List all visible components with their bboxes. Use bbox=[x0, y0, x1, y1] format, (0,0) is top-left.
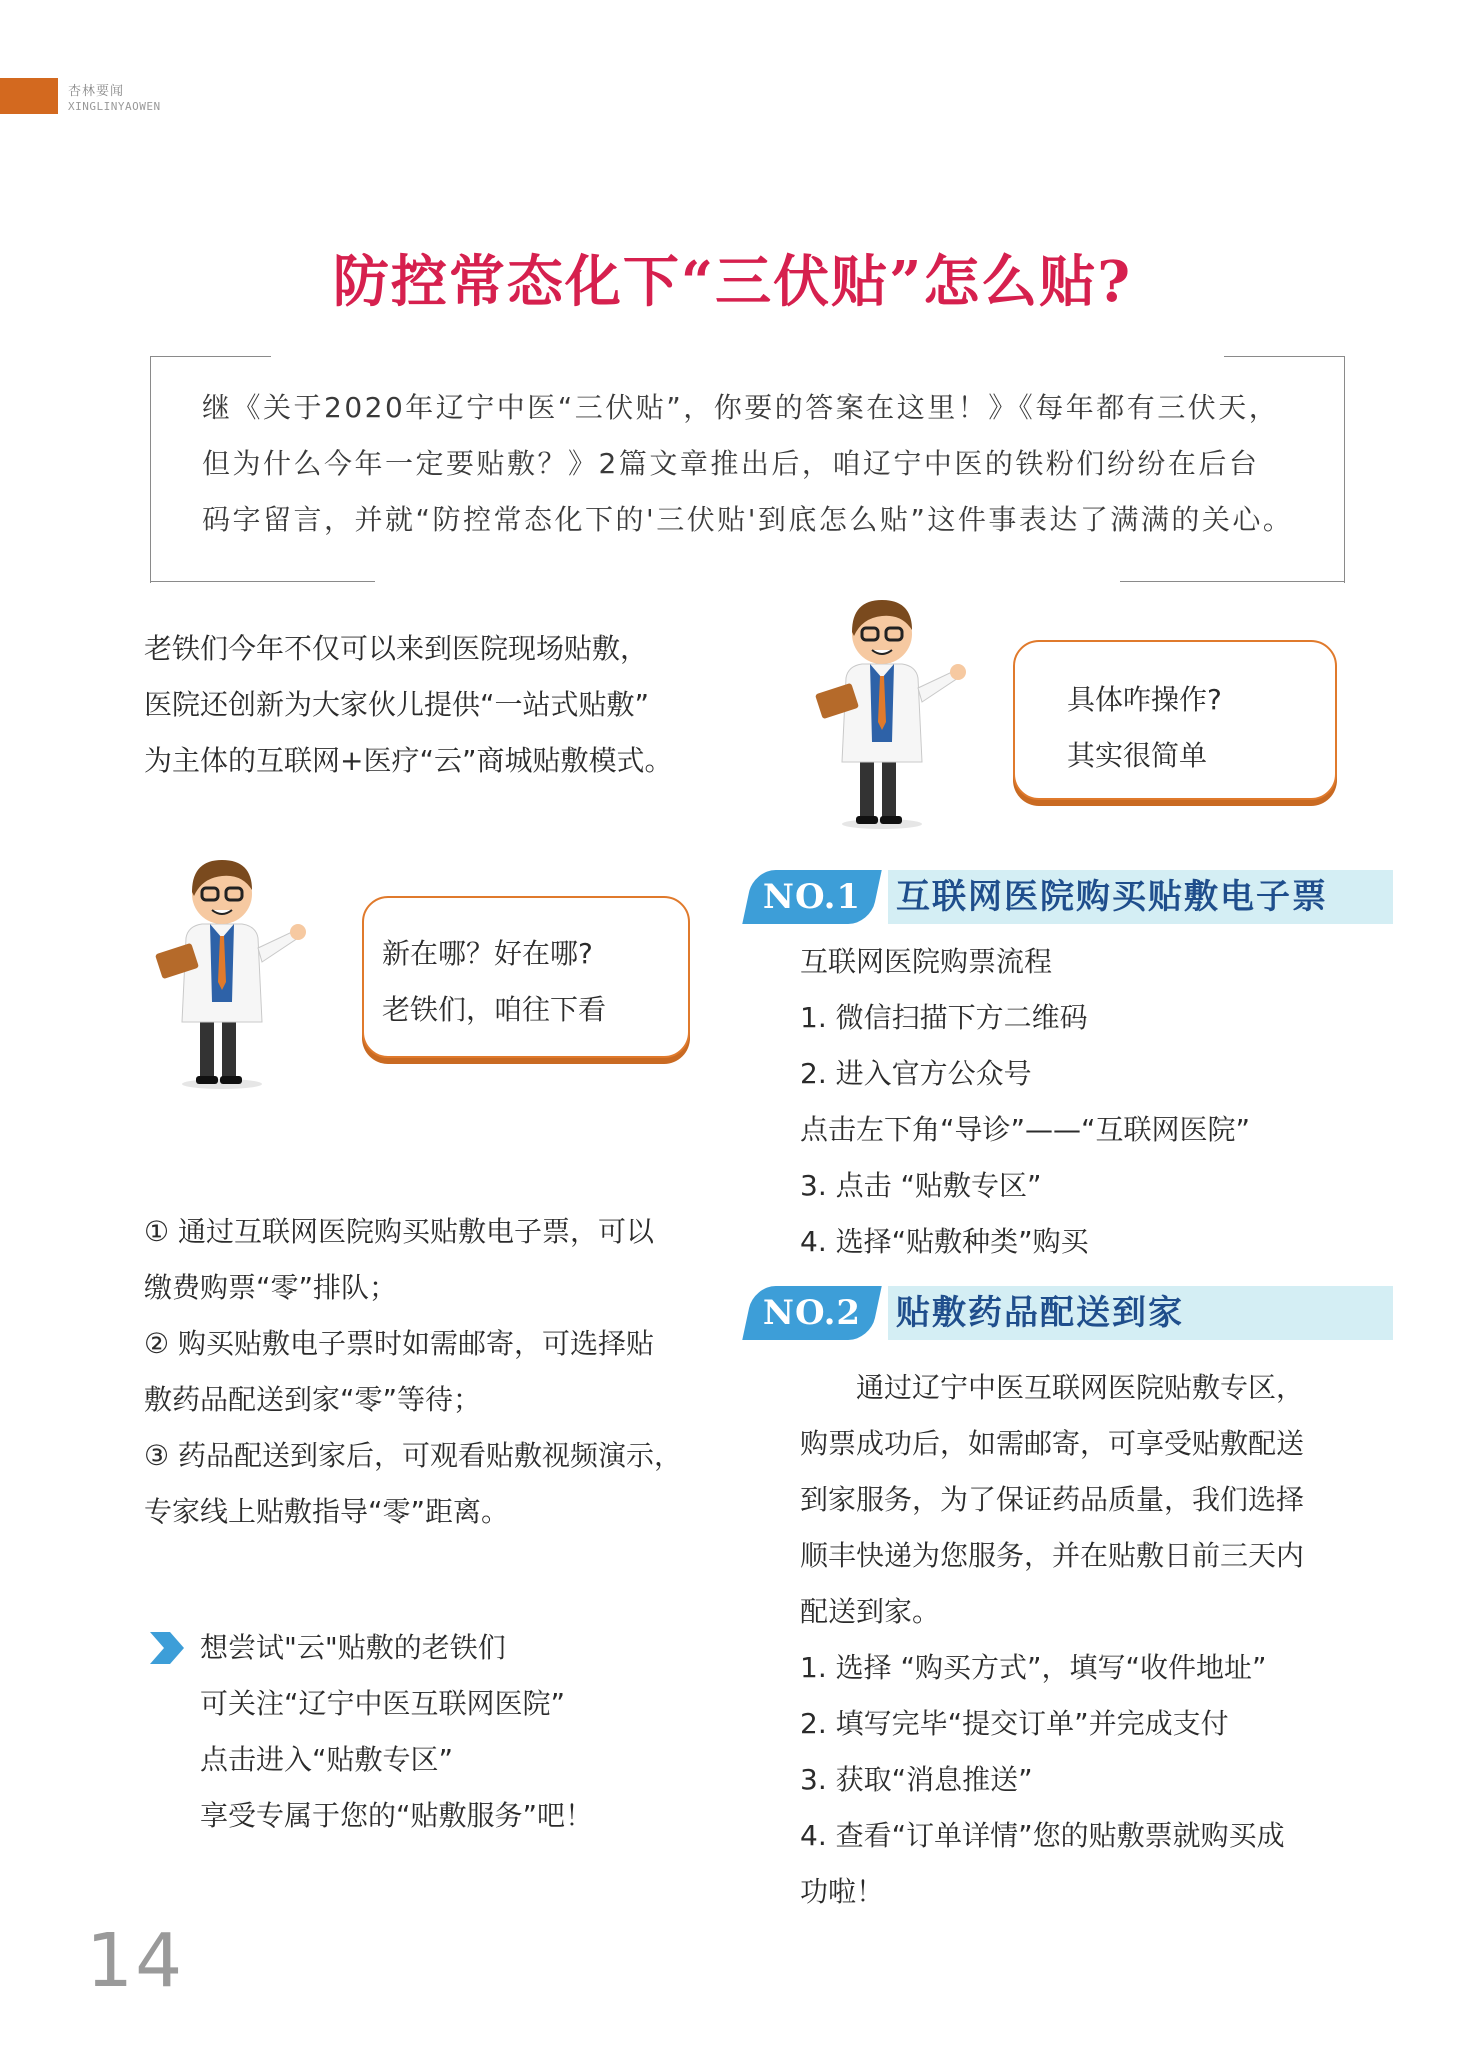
doctor-illustration bbox=[152, 852, 322, 1092]
column-name: 杏林要闻 bbox=[68, 84, 125, 99]
step-line: 1. 选择 “购买方式”，填写“收件地址” bbox=[800, 1651, 1267, 1684]
lead-paragraph bbox=[144, 621, 672, 789]
intro-line: 但为什么今年一定要贴敷？》2篇文章推出后，咱辽宁中医的铁粉们纷纷在后台 bbox=[202, 447, 1260, 480]
benefit-line: ① 通过互联网医院购买贴敷电子票，可以 bbox=[144, 1215, 655, 1248]
benefit-line: 敷药品配送到家“零”等待； bbox=[144, 1383, 482, 1416]
bubble-line: 老铁们，咱往下看 bbox=[382, 993, 607, 1026]
intro-line: 继《关于2020年辽宁中医“三伏贴”，你要的答案在这里！》《每年都有三伏天， bbox=[202, 391, 1280, 424]
step-line: 2. 进入官方公众号 bbox=[800, 1057, 1032, 1090]
section1-steps bbox=[800, 934, 1250, 1270]
intro-text bbox=[202, 380, 1312, 548]
benefit-line: ③ 药品配送到家后，可观看贴敷视频演示， bbox=[144, 1439, 683, 1472]
cloud-tip-line: 可关注“辽宁中医互联网医院” bbox=[200, 1687, 566, 1720]
column-color-bar bbox=[0, 78, 58, 114]
section-header-no1 bbox=[748, 870, 1393, 924]
paragraph-line: 通过辽宁中医互联网医院贴敷专区， bbox=[800, 1371, 1305, 1404]
section-number-badge: NO.2 bbox=[742, 1286, 881, 1340]
cloud-tip-line: 点击进入“贴敷专区” bbox=[200, 1743, 454, 1776]
step-line: 2. 填写完毕“提交订单”并完成支付 bbox=[800, 1707, 1229, 1740]
doctor-illustration bbox=[812, 592, 982, 832]
page-number: 14 bbox=[86, 1918, 185, 2004]
paragraph-line: 到家服务，为了保证药品质量，我们选择 bbox=[800, 1483, 1305, 1516]
column-name-pinyin: XINGLINYAOWEN bbox=[68, 100, 161, 113]
step-line: 功啦！ bbox=[800, 1875, 885, 1908]
paragraph-line: 配送到家。 bbox=[800, 1595, 941, 1628]
bubble-line: 具体咋操作? bbox=[1067, 683, 1222, 716]
benefit-line: ② 购买贴敷电子票时如需邮寄，可选择贴 bbox=[144, 1327, 655, 1360]
step-line: 4. 查看“订单详情”您的贴敷票就购买成 bbox=[800, 1819, 1285, 1852]
step-line: 3. 获取“消息推送” bbox=[800, 1763, 1033, 1796]
step-line: 3. 点击 “贴敷专区” bbox=[800, 1169, 1042, 1202]
frame-corner bbox=[150, 580, 375, 582]
benefits-list bbox=[144, 1204, 682, 1540]
speech-bubble-how bbox=[1013, 640, 1337, 800]
step-line: 4. 选择“贴敷种类”购买 bbox=[800, 1225, 1089, 1258]
chevron-right-icon bbox=[146, 1628, 186, 1668]
step-line: 互联网医院购票流程 bbox=[800, 945, 1053, 978]
lead-line: 老铁们今年不仅可以来到医院现场贴敷， bbox=[144, 632, 649, 665]
cloud-tip-line: 享受专属于您的“贴敷服务”吧！ bbox=[200, 1799, 594, 1832]
benefit-line: 专家线上贴敷指导“零”距离。 bbox=[144, 1495, 510, 1528]
bubble-line: 新在哪？好在哪? bbox=[382, 937, 593, 970]
benefit-line: 缴费购票“零”排队； bbox=[144, 1271, 398, 1304]
section-title: 贴敷药品配送到家 bbox=[896, 1293, 1184, 1333]
section-header-no2 bbox=[748, 1286, 1393, 1340]
frame-corner bbox=[1120, 580, 1345, 582]
lead-line: 为主体的互联网+医疗“云”商城贴敷模式。 bbox=[144, 744, 673, 777]
paragraph-line: 顺丰快递为您服务，并在贴敷日前三天内 bbox=[800, 1539, 1305, 1572]
speech-bubble-whats-new bbox=[362, 896, 690, 1058]
article-title: 防控常态化下“三伏贴”怎么贴? bbox=[332, 249, 1133, 315]
step-line: 点击左下角“导诊”——“互联网医院” bbox=[800, 1113, 1251, 1146]
bubble-line: 其实很简单 bbox=[1067, 739, 1208, 772]
section-title: 互联网医院购买贴敷电子票 bbox=[896, 877, 1328, 917]
intro-box bbox=[150, 356, 1345, 582]
cloud-tip-lead: 想尝试"云"贴敷的老铁们 bbox=[200, 1631, 506, 1664]
lead-line: 医院还创新为大家伙儿提供“一站式贴敷” bbox=[144, 688, 650, 721]
intro-line: 码字留言，并就“防控常态化下的'三伏贴'到底怎么贴”这件事表达了满满的关心。 bbox=[202, 503, 1294, 536]
step-line: 1. 微信扫描下方二维码 bbox=[800, 1001, 1088, 1034]
paragraph-line: 购票成功后，如需邮寄，可享受贴敷配送 bbox=[800, 1427, 1305, 1460]
section-number-badge: NO.1 bbox=[742, 870, 881, 924]
section2-paragraph bbox=[800, 1360, 1304, 1920]
cloud-tip bbox=[200, 1620, 593, 1844]
